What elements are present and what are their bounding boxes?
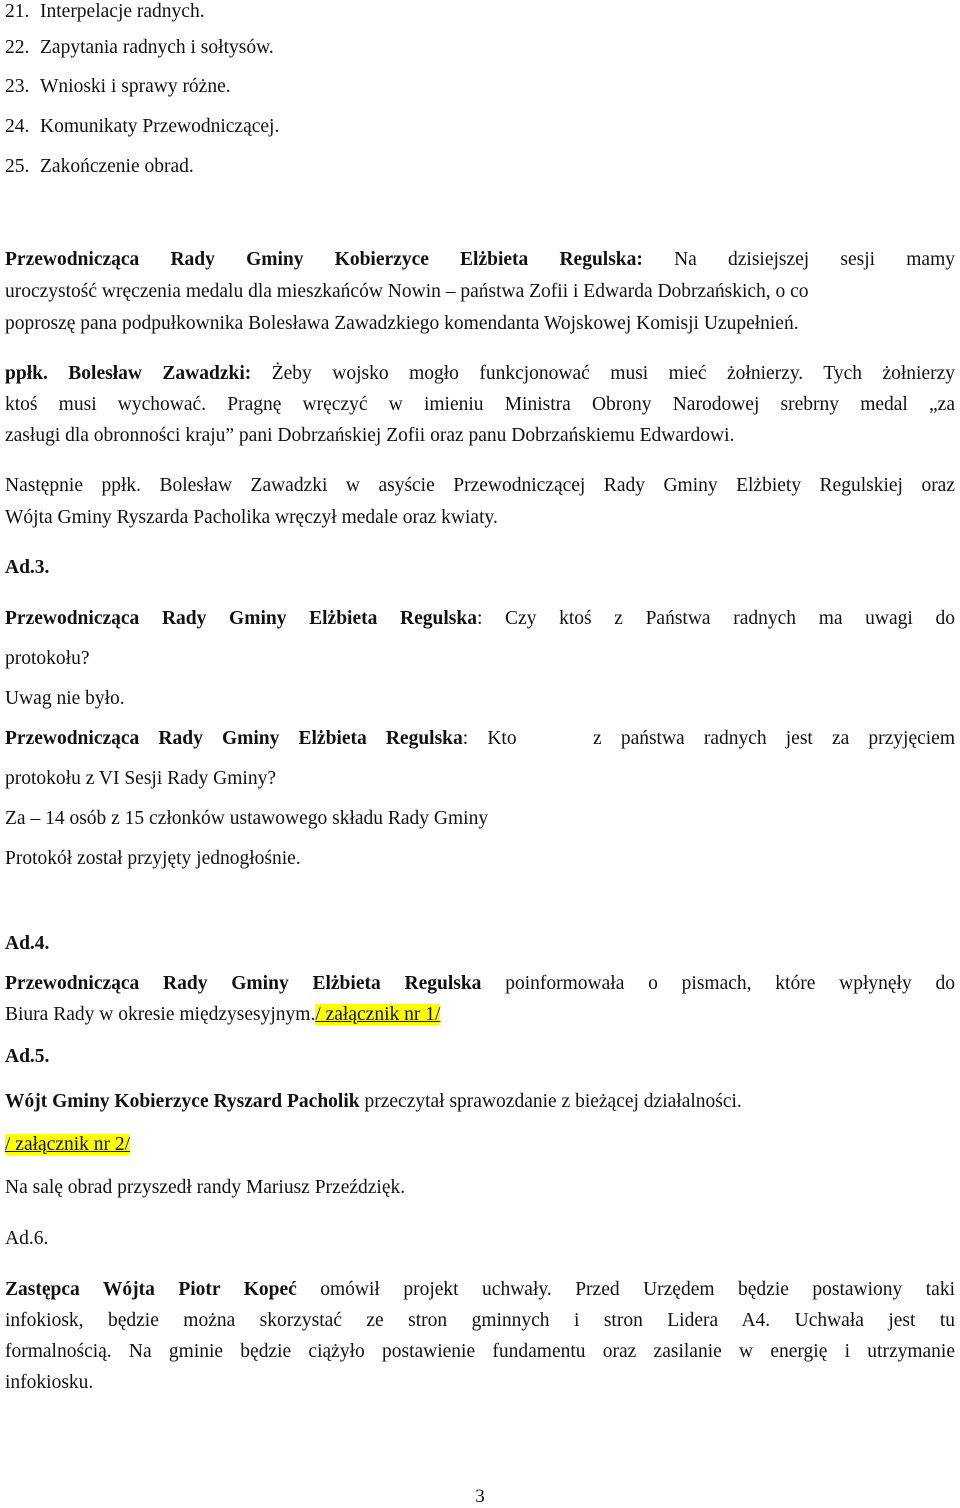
ad4-line: Przewodnicząca Rady Gminy Elżbieta Regulska poinformowała o pismach, które wpłynęły do: [5, 973, 955, 994]
ad3-no-remarks: Uwag nie było.: [5, 688, 125, 709]
ad3-question-line: Przewodnicząca Rady Gminy Elżbieta Regulska: Kto z państwa radnych jest za przyjęciem: [5, 728, 955, 749]
agenda-item: 24. Komunikaty Przewodniczącej.: [5, 116, 280, 137]
speaker-name: Wójt Gminy Kobierzyce Ryszard Pacholik: [5, 1091, 360, 1112]
ad3-question-line: Przewodnicząca Rady Gminy Elżbieta Regulska: Czy ktoś z Państwa radnych ma uwagi do: [5, 608, 955, 629]
speaker-name: Przewodnicząca Rady Gminy Elżbieta Regulska: [5, 728, 463, 749]
section-heading-ad5: Ad.5.: [5, 1046, 50, 1067]
page-number: 3: [475, 1486, 485, 1507]
ad5-arrival: Na salę obrad przyszedł randy Mariusz Przeździęk.: [5, 1177, 406, 1198]
attachment-reference: / załącznik nr 2/: [5, 1134, 131, 1155]
section-heading-ad6: Ad.6.: [5, 1228, 49, 1249]
colonel-speech-line: ppłk. Bolesław Zawadzki: Żeby wojsko mogło funkcjonować musi mieć żołnierzy. Tych żołnierzy: [5, 363, 955, 384]
ad6-line: formalnością. Na gminie będzie ciążyło postawienie fundamentu oraz zasilanie w energię i utrzymanie: [5, 1341, 955, 1362]
chairwoman-speech-line: Przewodnicząca Rady Gminy Kobierzyce Elżbieta Regulska: Na dzisiejszej sesji mamy: [5, 249, 955, 270]
colonel-speech-line: ktoś musi wychować. Pragnę wręczyć w imieniu Ministra Obrony Narodowej srebrny medal „za: [5, 394, 955, 415]
colonel-speech-line: zasługi dla obronności kraju” pani Dobrzańskiej Zofii oraz panu Dobrzańskiemu Edwardowi.: [5, 425, 735, 446]
narrative-line: Następnie ppłk. Bolesław Zawadzki w asyście Przewodniczącej Rady Gminy Elżbiety Regulskiej oraz: [5, 475, 955, 496]
ad3-vote: Za – 14 osób z 15 członków ustawowego składu Rady Gminy: [5, 808, 489, 829]
narrative-line: Wójta Gminy Ryszarda Pacholika wręczył medale oraz kwiaty.: [5, 507, 498, 528]
ad6-line: infokiosku.: [5, 1372, 94, 1393]
ad4-line: Biura Rady w okresie międzysesyjnym./ załącznik nr 1/: [5, 1004, 441, 1025]
attachment-reference: / załącznik nr 1/: [315, 1004, 441, 1025]
ad6-line: Zastępca Wójta Piotr Kopeć omówił projekt uchwały. Przed Urzędem będzie postawiony taki: [5, 1279, 956, 1300]
agenda-item: 25. Zakończenie obrad.: [5, 156, 194, 177]
chairwoman-speech-line: poproszę pana podpułkownika Bolesława Zawadzkiego komendanta Wojskowej Komisji Uzupełnień.: [5, 313, 799, 334]
ad3-result: Protokół został przyjęty jednogłośnie.: [5, 848, 301, 869]
ad6-line: infokiosk, będzie można skorzystać ze stron gminnych i stron Lidera A4. Uchwała jest tu: [5, 1310, 955, 1331]
agenda-item: 23. Wnioski i sprawy różne.: [5, 76, 231, 97]
speaker-name: ppłk. Bolesław Zawadzki:: [5, 363, 252, 384]
ad3-question-line: protokołu?: [5, 648, 90, 669]
ad5-line: Wójt Gminy Kobierzyce Ryszard Pacholik przeczytał sprawozdanie z bieżącej działalności.: [5, 1091, 742, 1112]
section-heading-ad4: Ad.4.: [5, 933, 50, 954]
speaker-name: Przewodnicząca Rady Gminy Elżbieta Regulska: [5, 608, 477, 629]
chairwoman-speech-line: uroczystość wręczenia medalu dla mieszkańców Nowin – państwa Zofii i Edwarda Dobrzańskich, o co: [5, 281, 809, 302]
section-heading-ad3: Ad.3.: [5, 557, 50, 578]
agenda-item: 22. Zapytania radnych i sołtysów.: [5, 37, 274, 58]
agenda-item: 21. Interpelacje radnych.: [5, 1, 205, 22]
speaker-name: Przewodnicząca Rady Gminy Elżbieta Regulska: [5, 973, 482, 994]
ad3-question-line: protokołu z VI Sesji Rady Gminy?: [5, 768, 276, 789]
speaker-name: Przewodnicząca Rady Gminy Kobierzyce Elżbieta Regulska:: [5, 249, 643, 270]
speaker-name: Zastępca Wójta Piotr Kopeć: [5, 1279, 297, 1300]
ad5-attachment: [5, 1133, 955, 1157]
